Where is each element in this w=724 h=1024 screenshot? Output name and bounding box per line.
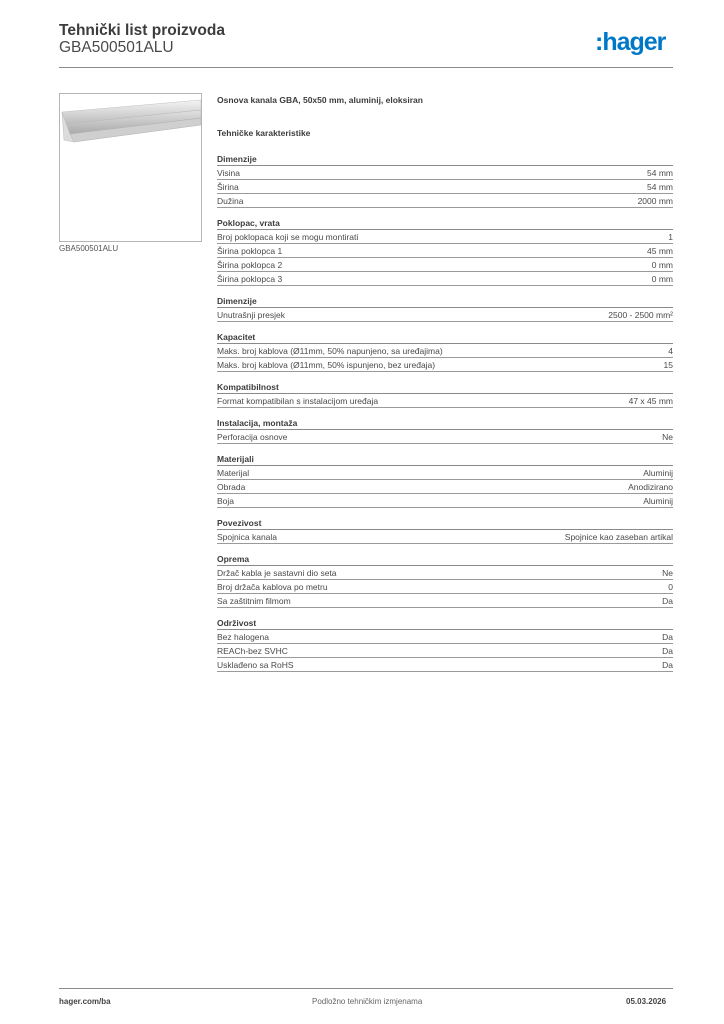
spec-section <box>217 418 673 444</box>
section-title: Dimenzije <box>217 154 673 166</box>
spec-section <box>217 218 673 286</box>
spec-row <box>217 166 673 180</box>
spec-row <box>217 344 673 358</box>
spec-label: Broj poklopaca koji se mogu montirati <box>217 232 359 242</box>
section-title: Poklopac, vrata <box>217 218 673 230</box>
spec-value: 54 mm <box>647 182 673 192</box>
spec-label: Širina poklopca 1 <box>217 246 283 256</box>
spec-section <box>217 382 673 408</box>
section-title: Oprema <box>217 554 673 566</box>
spec-row <box>217 394 673 408</box>
spec-value: Ne <box>662 568 673 578</box>
spec-label: Maks. broj kablova (Ø11mm, 50% ispunjeno, bez uređaja) <box>217 360 436 370</box>
spec-label: Spojnica kanala <box>217 532 278 542</box>
spec-label: Visina <box>217 168 240 178</box>
spec-row <box>217 630 673 644</box>
spec-row <box>217 180 673 194</box>
spec-value: 2000 mm <box>637 196 673 206</box>
spec-label: Obrada <box>217 482 246 492</box>
spec-row <box>217 566 673 580</box>
spec-row <box>217 658 673 672</box>
spec-section <box>217 518 673 544</box>
svg-text::hager: :hager <box>595 28 666 56</box>
spec-section <box>217 554 673 608</box>
product-code: GBA500501ALU <box>59 39 174 56</box>
spec-label: Perforacija osnove <box>217 432 288 442</box>
spec-value: Anodizirano <box>628 482 673 492</box>
section-title: Kapacitet <box>217 332 673 344</box>
spec-label: Dužina <box>217 196 244 206</box>
spec-label: Broj držača kablova po metru <box>217 582 328 592</box>
spec-section <box>217 154 673 208</box>
spec-row <box>217 644 673 658</box>
spec-value: 47 x 45 mm <box>628 396 673 406</box>
spec-label: Boja <box>217 496 235 506</box>
spec-label: Sa zaštitnim filmom <box>217 596 291 606</box>
spec-section <box>217 618 673 672</box>
footer-website[interactable]: hager.com/ba <box>59 997 111 1006</box>
spec-row <box>217 430 673 444</box>
header-divider <box>59 67 673 68</box>
spec-value: 4 <box>668 346 673 356</box>
spec-label: Unutrašnji presjek <box>217 310 286 320</box>
spec-value: Da <box>662 632 673 642</box>
spec-value: Da <box>662 646 673 656</box>
spec-label: REACh-bez SVHC <box>217 646 288 656</box>
spec-value: Da <box>662 596 673 606</box>
spec-row <box>217 594 673 608</box>
spec-label: Materijal <box>217 468 250 478</box>
hager-logo <box>595 28 675 58</box>
spec-value: 45 mm <box>647 246 673 256</box>
section-title: Dimenzije <box>217 296 673 308</box>
image-caption: GBA500501ALU <box>59 244 119 253</box>
spec-sections <box>217 154 673 672</box>
spec-row <box>217 258 673 272</box>
spec-value: 0 mm <box>651 260 673 270</box>
footer-divider <box>59 988 673 989</box>
section-title: Kompatibilnost <box>217 382 673 394</box>
spec-row <box>217 466 673 480</box>
spec-row <box>217 308 673 322</box>
spec-row <box>217 480 673 494</box>
spec-label: Širina poklopca 2 <box>217 260 283 270</box>
footer-notice: Podložno tehničkim izmjenama <box>312 997 423 1006</box>
spec-row <box>217 580 673 594</box>
spec-label: Maks. broj kablova (Ø11mm, 50% napunjeno, sa uređajima) <box>217 346 443 356</box>
product-description: Osnova kanala GBA, 50x50 mm, aluminij, eloksiran <box>217 95 423 105</box>
spec-label: Držač kabla je sastavni dio seta <box>217 568 337 578</box>
spec-label: Bez halogena <box>217 632 269 642</box>
spec-label: Širina poklopca 3 <box>217 274 283 284</box>
page-title: Tehnički list proizvoda <box>59 22 225 39</box>
spec-row <box>217 494 673 508</box>
spec-value: 1 <box>668 232 673 242</box>
spec-value: Spojnice kao zaseban artikal <box>564 532 673 542</box>
spec-value: 2500 - 2500 mm² <box>608 310 673 320</box>
spec-row <box>217 272 673 286</box>
product-image <box>59 93 202 242</box>
spec-section <box>217 332 673 372</box>
spec-value: 15 <box>663 360 673 370</box>
section-title: Materijali <box>217 454 673 466</box>
spec-value: 0 <box>668 582 673 592</box>
spec-value: Ne <box>662 432 673 442</box>
spec-value: Aluminij <box>643 468 673 478</box>
section-title: Održivost <box>217 618 673 630</box>
spec-row <box>217 230 673 244</box>
spec-row <box>217 194 673 208</box>
spec-content <box>217 95 673 672</box>
spec-row <box>217 530 673 544</box>
spec-section <box>217 454 673 508</box>
spec-label: Format kompatibilan s instalacijom uređaja <box>217 396 379 406</box>
spec-section <box>217 296 673 322</box>
spec-row <box>217 244 673 258</box>
section-title: Instalacija, montaža <box>217 418 673 430</box>
spec-value: 54 mm <box>647 168 673 178</box>
spec-label: Širina <box>217 182 239 192</box>
spec-value: Aluminij <box>643 496 673 506</box>
footer-date: 05.03.2026 <box>626 997 667 1006</box>
spec-label: Usklađeno sa RoHS <box>217 660 294 670</box>
spec-row <box>217 358 673 372</box>
spec-value: Da <box>662 660 673 670</box>
technical-heading: Tehničke karakteristike <box>217 128 311 138</box>
spec-value: 0 mm <box>651 274 673 284</box>
section-title: Povezivost <box>217 518 673 530</box>
